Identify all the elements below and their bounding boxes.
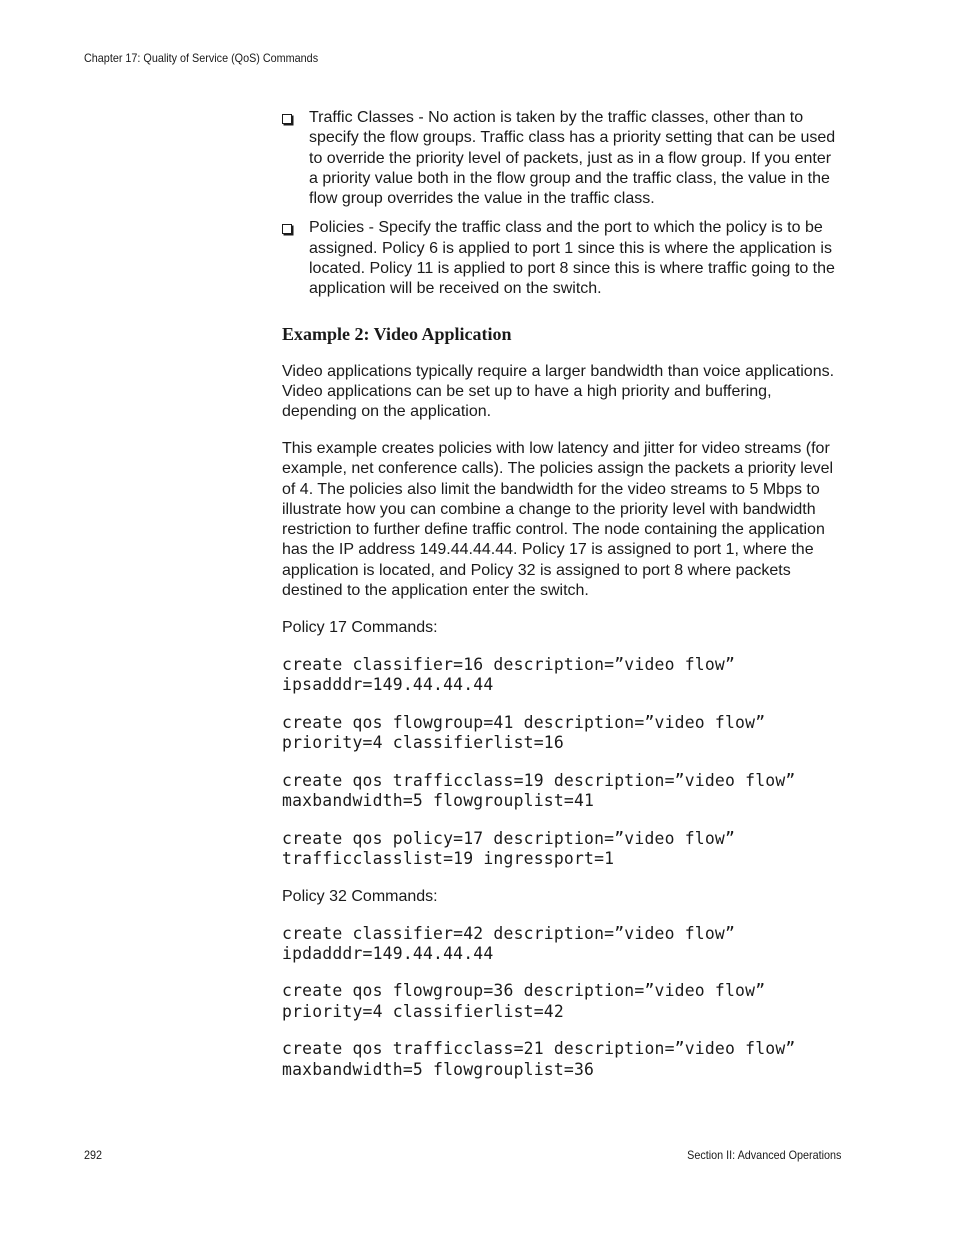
section-heading: Example 2: Video Application	[282, 323, 512, 344]
page-number: 292	[84, 1148, 103, 1162]
bullet-item-traffic-classes	[282, 108, 840, 209]
policy32-label: Policy 32 Commands:	[282, 887, 438, 905]
bullet-list	[282, 108, 840, 300]
bullet-text: Traffic Classes - No action is taken by the traffic classes, other than to specify the flow groups. Traffic class has a priority setting that can be used to override the priority level of packets, just as in a flow group. If you enter a priority value both in the flow group and the traffic class, the value in the flow group overrides the value in the traffic class.	[309, 109, 836, 208]
code-block: create classifier=16 description=”video flow” ipsadddr=149.44.44.44	[282, 654, 736, 695]
footer-section-title: Section II: Advanced Operations	[686, 1148, 841, 1162]
code-block: create qos trafficclass=19 description=”video flow” maxbandwidth=5 flowgrouplist=41	[282, 770, 796, 810]
code-block: create qos policy=17 description=”video flow” trafficclasslist=19 ingressport=1	[282, 828, 736, 868]
bullet-item-policies	[282, 218, 840, 299]
paragraph-intro: Video applications typically require a larger bandwidth than voice applications. Video applications can be set up to have a high priority and buffering, depending on the application.	[282, 362, 835, 421]
checkbox-bullet-icon	[282, 224, 292, 234]
page-content	[282, 108, 840, 1097]
policy17-label: Policy 17 Commands:	[282, 618, 438, 636]
code-block: create classifier=42 description=”video flow” ipdadddr=149.44.44.44	[282, 923, 736, 963]
code-block: create qos flowgroup=36 description=”video flow” priority=4 classifierlist=42	[282, 981, 766, 1021]
running-header: Chapter 17: Quality of Service (QoS) Commands	[84, 51, 319, 65]
code-block: create qos flowgroup=41 description=”video flow” priority=4 classifierlist=16	[282, 712, 766, 753]
paragraph-example: This example creates policies with low latency and jitter for video streams (for example, net conference calls). The policies assign the packets a priority level of 4. The policies also limit the bandwidth for the video streams to 5 Mbps to illustrate how you can combine a change to the priority level with bandwidth restriction to further define traffic control. The node containing the application has the IP address 149.44.44.44. Policy 17 is assigned to port 1, where the application is located, and Policy 32 is assigned to port 8 where packets destined to the application enter the switch.	[282, 440, 834, 599]
code-block: create qos trafficclass=21 description=”video flow” maxbandwidth=5 flowgrouplist=36	[282, 1039, 796, 1079]
bullet-text: Policies - Specify the traffic class and the port to which the policy is to be assigned. Policy 6 is applied to port 1 since this is where the application is located. Policy 11 is applied to port 8 since this is where traffic going to the application will be received on the switch.	[309, 219, 835, 298]
checkbox-bullet-icon	[282, 114, 292, 124]
